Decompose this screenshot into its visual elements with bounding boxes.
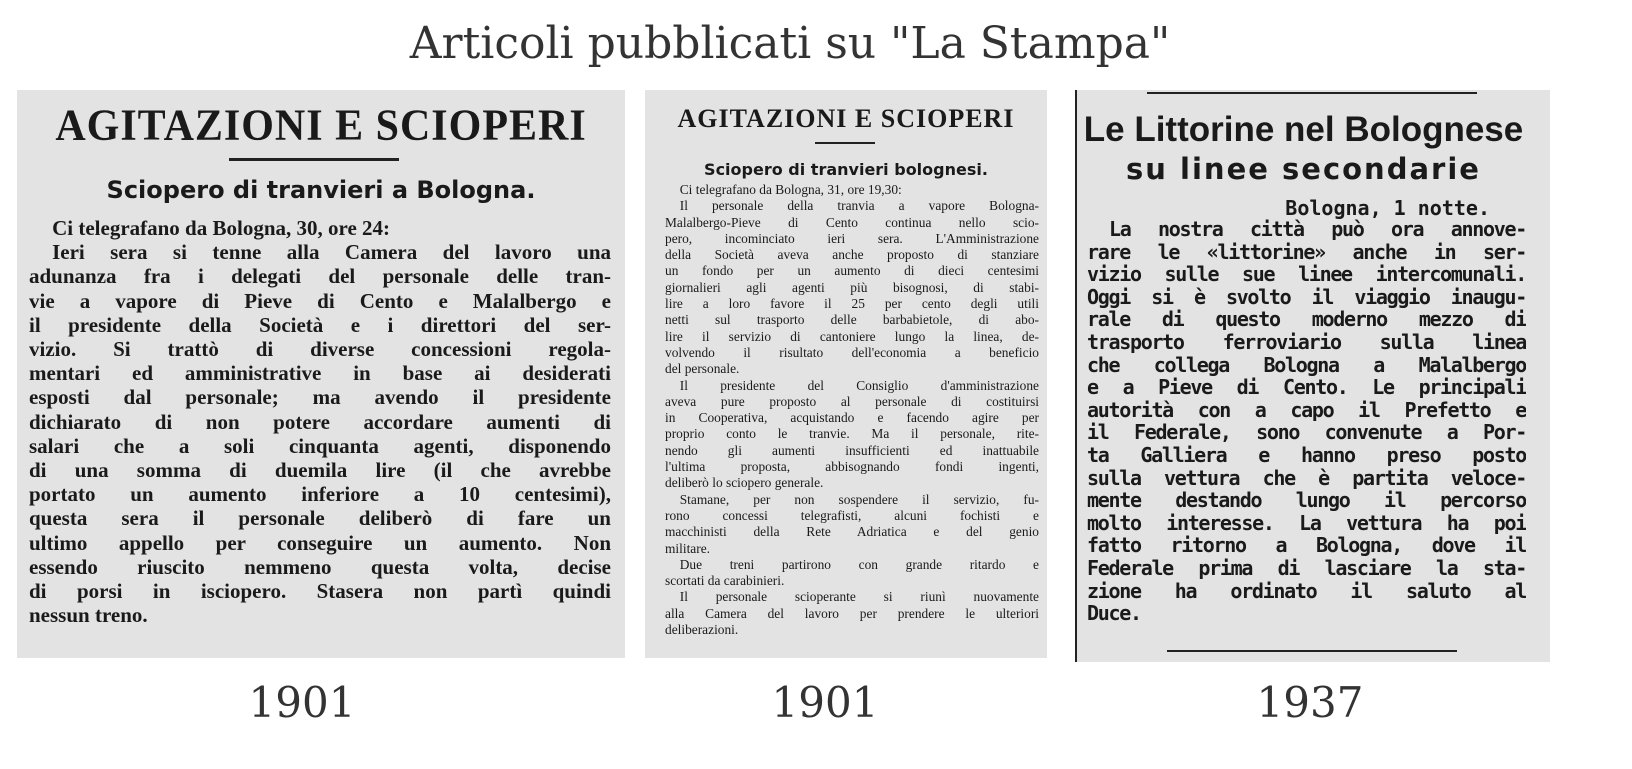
text-line: autorità con a capo il Prefetto e: [1087, 398, 1526, 422]
text-line: netti sul trasporto delle barbabietole, di abo-: [665, 312, 1039, 328]
clipping-subheadline: su linee secondarie: [1126, 152, 1481, 186]
text-line: nendo gli aumenti insufficienti ed inattuabile: [665, 442, 1039, 458]
text-line: il presidente della Società e i direttori del ser-: [29, 312, 611, 337]
text-line: aveva pure proposto al personale di costituirsi: [665, 393, 1039, 409]
text-line: Federale prima di lasciare la sta-: [1087, 556, 1526, 580]
text-line: molto interesse. La vettura ha poi: [1087, 511, 1526, 535]
clipping-body: [1087, 218, 1526, 625]
clipping-subheadline: Sciopero di tranvieri a Bologna.: [106, 176, 536, 204]
text-line: sulla vettura che è partita velocе-: [1087, 466, 1526, 490]
text-line: Stamane, per non sospendere il servizio, fu-: [679, 491, 1039, 507]
text-line: rare le «littorine» anche in ser-: [1087, 240, 1526, 264]
text-line: vizio. Si trattò di diverse concessioni regola-: [29, 337, 611, 362]
page-title: Articoli pubblicati su "La Stampa": [409, 18, 1171, 69]
clipping-body: [665, 182, 1039, 638]
clipping-headline: AGITAZIONI E SCIOPERI: [55, 101, 587, 151]
text-line: militare.: [665, 540, 710, 556]
text-line: volvendo il risultato dell'economia a beneficio: [665, 344, 1039, 360]
text-line: vizio sulle sue linee intercomunali.: [1087, 263, 1526, 286]
text-line: il Federale, sono convenute a Por-: [1087, 421, 1526, 444]
text-line: Il personale scioperante si riunì nuovamente: [679, 589, 1039, 605]
text-line: Oggi si è svolto il viaggio inaugu-: [1087, 285, 1526, 309]
text-line: rale di questo moderno mezzo di: [1087, 308, 1526, 331]
text-line: essendo riuscito nemmeno questa volta, decise: [29, 554, 611, 579]
text-line: l'ultima proposta, abbisognando fondi ingenti,: [665, 459, 1039, 475]
year-label: 1901: [248, 678, 356, 727]
text-line: che collega Bologna a Malalbergo: [1087, 353, 1526, 377]
text-line: questa sera il personale deliberò di fare un: [29, 506, 611, 531]
clipping-1901-a: [17, 90, 625, 658]
clipping-1937: [1075, 90, 1550, 662]
text-line: di una somma di duemila lire (il che avrebbe: [29, 458, 611, 483]
clipping-subheadline: Sciopero di tranvieri bolognesi.: [704, 160, 988, 179]
text-line: deliberò lo sciopero generale.: [665, 475, 824, 491]
text-line: alla Camera del lavoro per prendere le ulteriori: [665, 605, 1039, 621]
clipping-headline: AGITAZIONI E SCIOPERI: [677, 104, 1015, 133]
text-line: zione ha ordinato il saluto al: [1087, 579, 1526, 603]
text-line: salari che a soli cinquanta agenti, disponendo: [29, 433, 611, 458]
clipping-headline: Le Littorine nel Bolognese: [1083, 110, 1524, 149]
text-line: mente destando lungo il percorso: [1087, 489, 1526, 512]
text-line: della Società aveva anche proposto di stanziare: [665, 247, 1039, 263]
text-line: ultimo appello per conseguire un aumento. Non: [29, 530, 611, 555]
text-line: di porsi in isciopero. Stasera non partì quindi: [29, 579, 611, 604]
text-line: ta Galliera e hanno preso posto: [1087, 443, 1526, 467]
text-line: un fondo per un aumento di dieci centesimi: [665, 263, 1039, 279]
text-line: Malalbergo-Pieve di Cento continua nello scio-: [665, 214, 1039, 230]
ornament-rule-bottom: [1167, 650, 1457, 652]
text-line: deliberazioni.: [665, 622, 739, 638]
text-line: rono concessi telegrafisti, alcuni fochisti e: [665, 507, 1039, 523]
text-line: pero, incominciato ieri sera. L'Amministrazione: [665, 230, 1039, 246]
text-line: e a Pieve di Cento. Le principali: [1087, 376, 1526, 399]
text-line: Ieri sera si tenne alla Camera del lavoro una: [52, 240, 611, 265]
divider-rule: [815, 142, 875, 144]
text-line: mentari ed amministrative in base ai desiderati: [29, 361, 611, 386]
text-line: giornalieri agli agenti più bisognosi, di stabi-: [665, 279, 1039, 295]
year-label: 1901: [771, 678, 879, 727]
text-line: Due treni partirono con grande ritardo e: [679, 556, 1039, 572]
text-line: macchinisti della Rete Adriatica e del genio: [665, 524, 1039, 540]
text-line: Il presidente del Consiglio d'amministrazione: [679, 377, 1039, 393]
text-line: Il personale della tranvia a vapore Bologna-: [679, 198, 1039, 214]
text-line: trasporto ferroviario sulla linea: [1087, 330, 1526, 354]
text-line: Ci telegrafano da Bologna, 31, ore 19,30:: [679, 182, 902, 197]
text-line: Duce.: [1087, 602, 1141, 625]
text-line: portato un aumento inferiore a 10 centesimi),: [29, 482, 611, 507]
text-line: del personale.: [665, 361, 740, 377]
divider-rule: [229, 158, 399, 161]
text-line: adunanza fra i delegati del personale delle tran-: [29, 264, 611, 289]
text-line: proprio conto le tranvie. Ma il personale, rite-: [665, 426, 1039, 442]
ornament-rule-top: [1147, 92, 1477, 94]
text-line: esposti dal personale; ma avendo il presidente: [29, 385, 611, 410]
text-line: lire il servizio di cantoniere lungo la linea, de-: [665, 328, 1039, 344]
text-line: vie a vapore di Pieve di Cento e Malalbergo e: [29, 288, 611, 313]
text-line: nessun treno.: [29, 603, 148, 628]
text-line: fatto ritorno a Bologna, dove il: [1087, 534, 1526, 557]
text-line: in Cooperativa, acquistando e facendo agire per: [665, 410, 1039, 426]
text-line: Ci telegrafano da Bologna, 30, ore 24:: [52, 216, 391, 240]
clipping-body: [29, 216, 611, 627]
clipping-dateline: Bologna, 1 notte.: [1285, 196, 1490, 220]
year-label: 1937: [1256, 678, 1364, 727]
text-line: La nostra città può ora annove-: [1109, 218, 1526, 241]
clipping-1901-b: [645, 90, 1047, 658]
text-line: dichiarato di non potere accordare aumenti di: [29, 409, 611, 434]
text-line: scortati da carabinieri.: [665, 573, 785, 589]
text-line: lire a loro favore il 25 per cento degli utili: [665, 296, 1039, 312]
